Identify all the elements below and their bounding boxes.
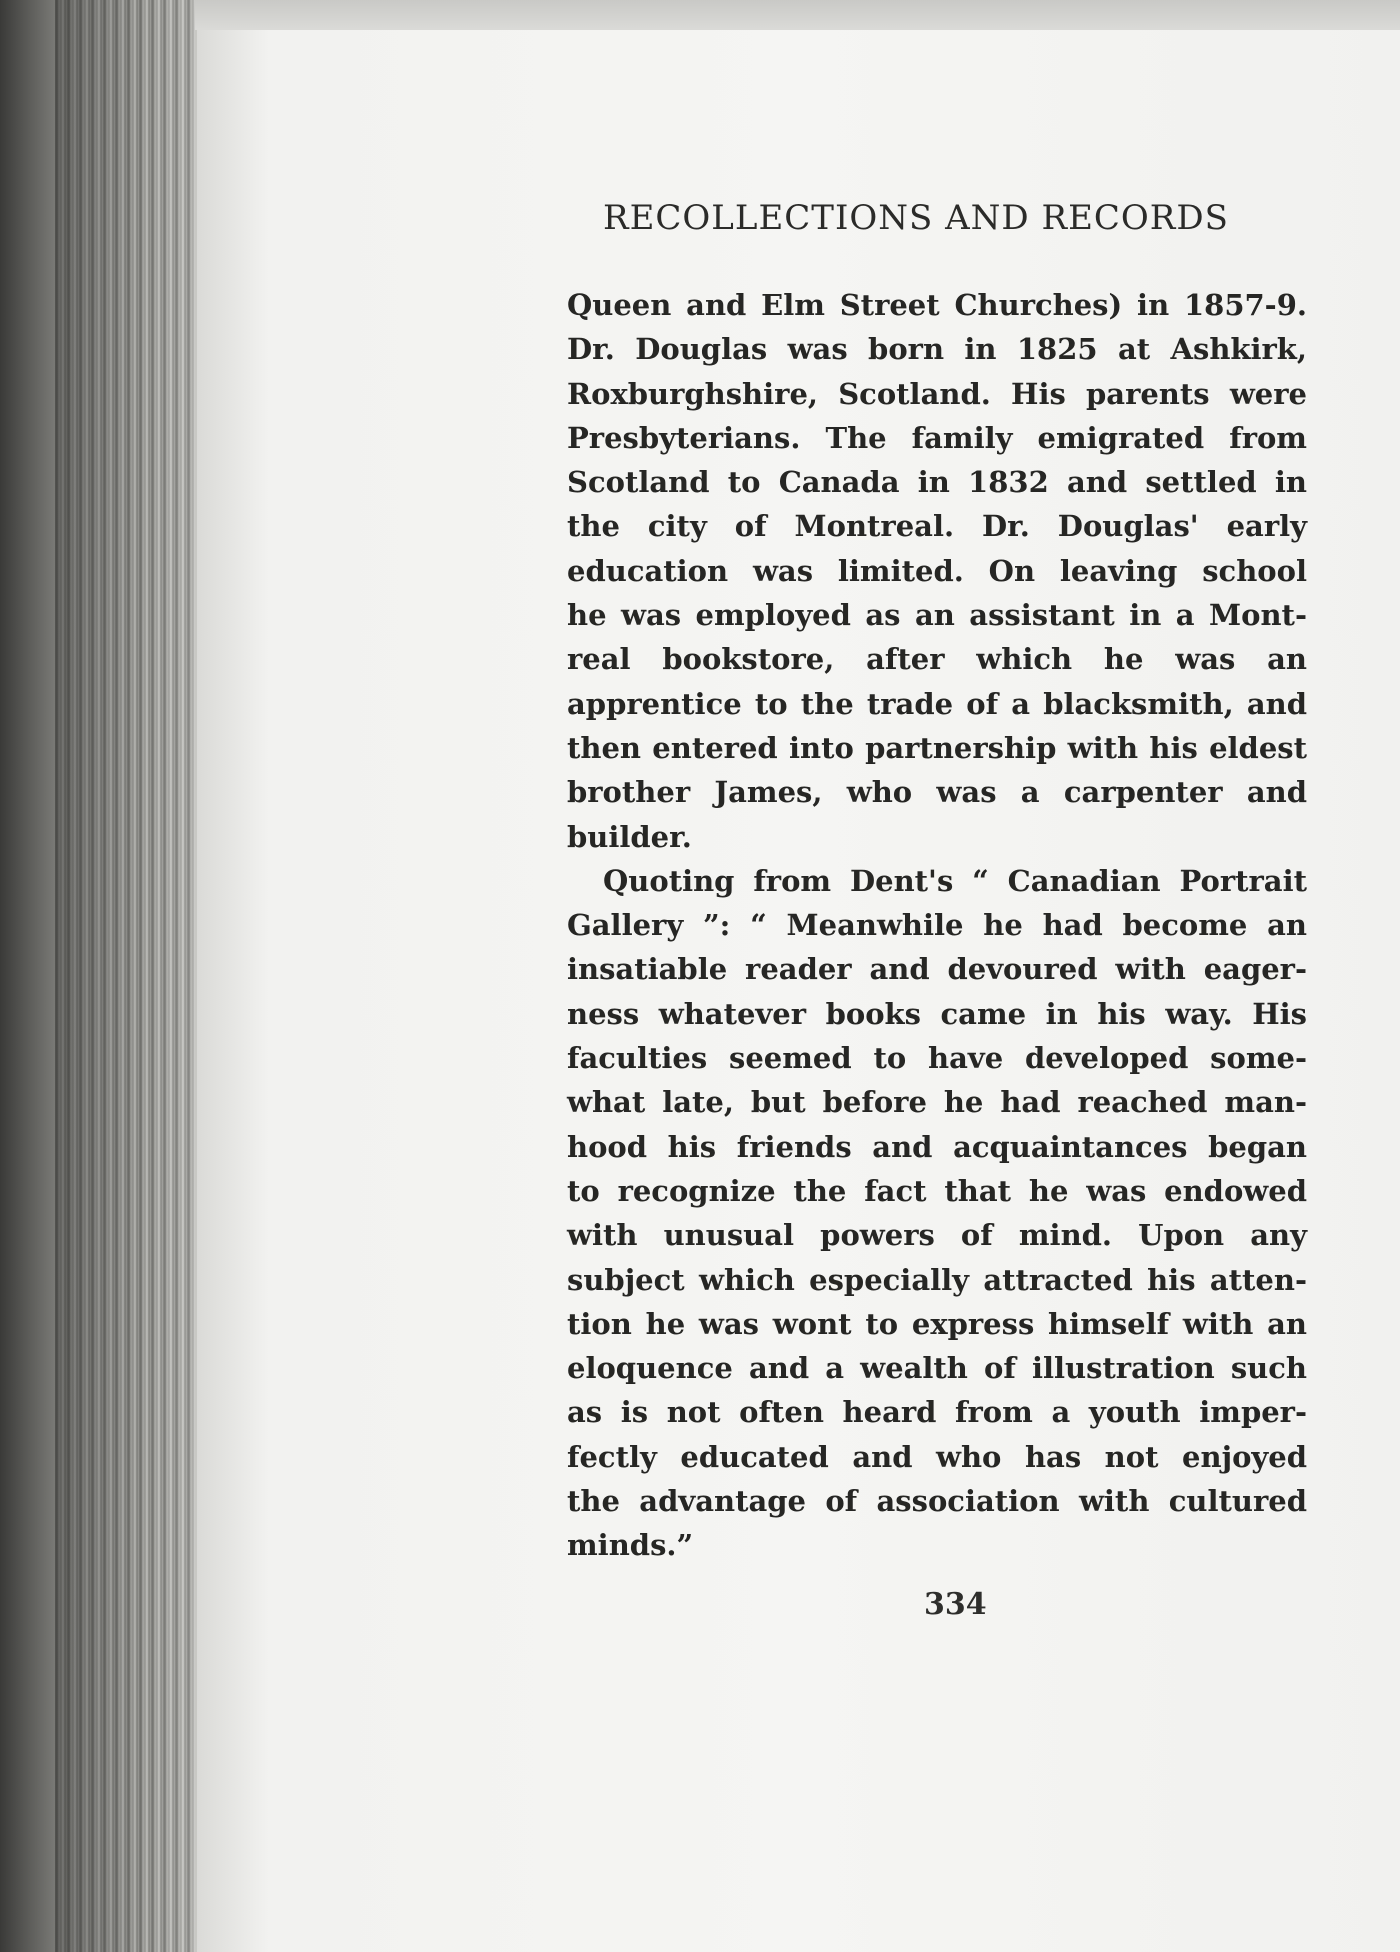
text-line: eloquence and a wealth of illustration such xyxy=(567,1351,1307,1386)
text-line: apprentice to the trade of a blacksmith, and xyxy=(567,686,1307,721)
paragraph-1 xyxy=(567,283,1307,859)
text-line: ness whatever books came in his way. His xyxy=(567,996,1307,1031)
text-line: he was employed as an assistant in a Mont- xyxy=(567,598,1307,633)
text-line: insatiable reader and devoured with eager- xyxy=(567,952,1307,987)
text-line: tion he was wont to express himself with an xyxy=(567,1306,1307,1341)
text-line: Queen and Elm Street Churches) in 1857-9. xyxy=(567,288,1307,322)
text-line: Roxburghshire, Scotland. His parents were xyxy=(567,376,1307,411)
text-line: fectly educated and who has not enjoyed xyxy=(567,1439,1307,1474)
text-line: faculties seemed to have developed some- xyxy=(567,1041,1307,1076)
text-line: to recognize the fact that he was endowed xyxy=(567,1173,1307,1208)
text-line: real bookstore, after which he was an xyxy=(567,642,1307,677)
text-line: the city of Montreal. Dr. Douglas' early xyxy=(567,509,1307,544)
page-number: 334 xyxy=(924,1587,987,1622)
text-line: Presbyterians. The family emigrated from xyxy=(567,420,1307,455)
text-line: what late, but before he had reached man- xyxy=(567,1085,1307,1120)
text-line: brother James, who was a carpenter and xyxy=(567,775,1307,810)
text-line: minds.” xyxy=(567,1528,694,1563)
text-line: Gallery ”: “ Meanwhile he had become an xyxy=(567,908,1307,943)
text-line: builder. xyxy=(567,819,692,854)
text-line: Dr. Douglas was born in 1825 at Ashkirk, xyxy=(567,332,1307,367)
text-line: the advantage of association with cultured xyxy=(567,1484,1307,1519)
text-line: Scotland to Canada in 1832 and settled in xyxy=(567,465,1307,500)
text-line: as is not often heard from a youth imper- xyxy=(567,1395,1307,1430)
body-text xyxy=(567,283,1307,1568)
page-edges-shadow xyxy=(55,0,205,1952)
paragraph-2 xyxy=(567,859,1307,1568)
running-head: RECOLLECTIONS AND RECORDS xyxy=(603,198,1229,238)
text-line: with unusual powers of mind. Upon any xyxy=(567,1218,1307,1253)
text-line: Quoting from Dent's “ Canadian Portrait xyxy=(603,863,1307,898)
text-line: then entered into partnership with his eldest xyxy=(567,730,1307,765)
text-line: hood his friends and acquaintances began xyxy=(567,1129,1307,1164)
text-line: subject which especially attracted his atten- xyxy=(567,1262,1307,1297)
text-line: education was limited. On leaving school xyxy=(567,553,1307,588)
